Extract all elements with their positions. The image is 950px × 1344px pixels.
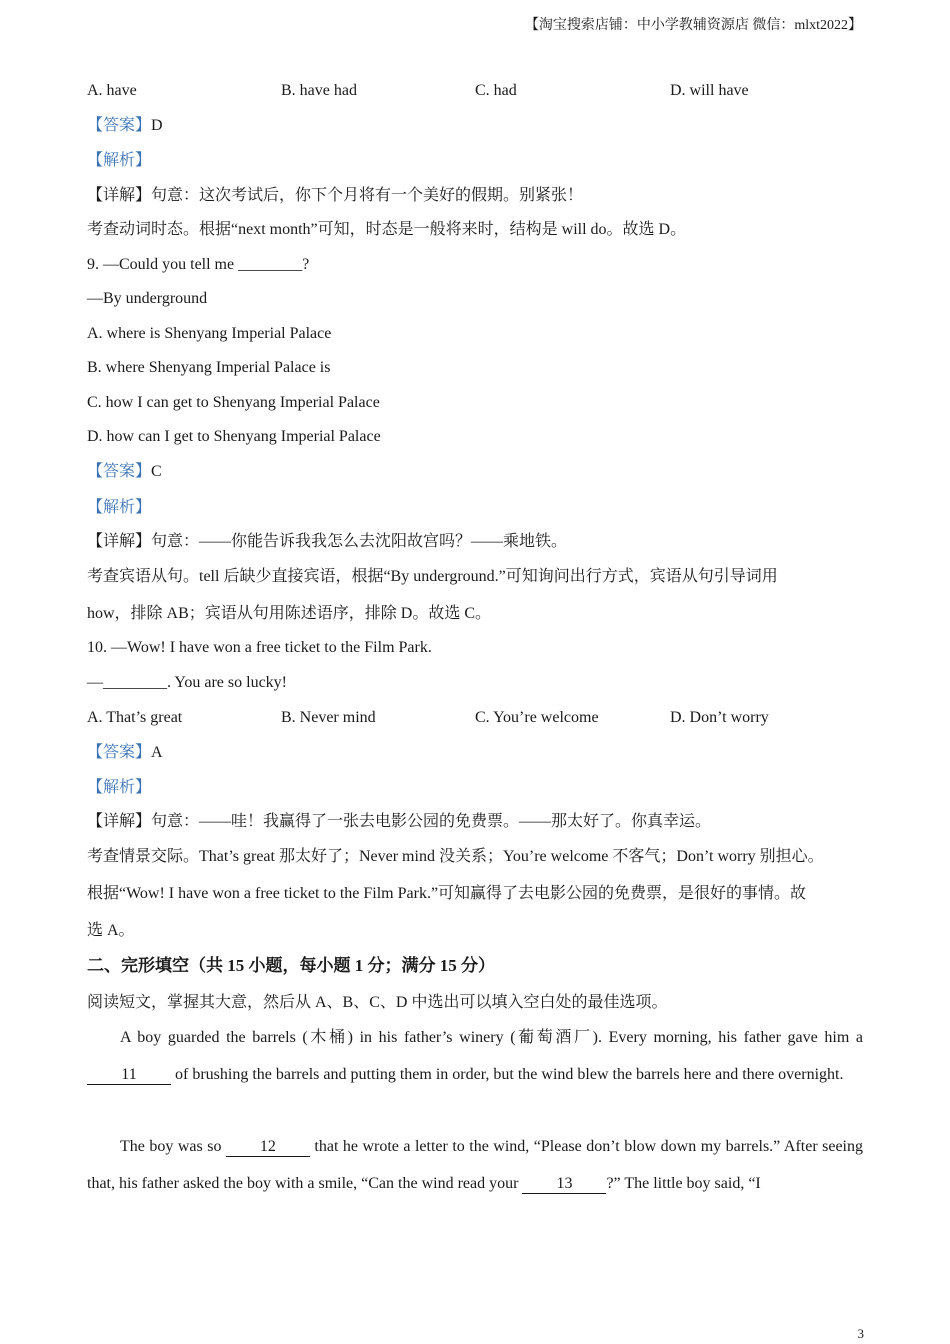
blank-12: 12 — [226, 1138, 310, 1157]
q10-analysis-tag: 【解析】 — [87, 779, 152, 796]
answer-tag: 【答案】 — [87, 744, 152, 761]
q9-analysis-tag: 【解析】 — [87, 499, 152, 516]
page-number: 3 — [857, 1326, 864, 1341]
paragraph-text: of brushing the barrels and putting them in order, but the wind blew the barrels here and there overnight. — [175, 1066, 844, 1083]
section-title: 二、完形填空（共 15 小题，每小题 1 分；满分 15 分） — [87, 956, 495, 975]
q10-detail — [87, 812, 711, 832]
answer-tag: 【答案】 — [87, 463, 152, 480]
paragraph-text: The boy was so — [120, 1138, 222, 1155]
q9-option-b: B. where Shenyang Imperial Palace is — [87, 359, 331, 376]
detail-text: 句意：这次考试后，你下个月将有一个美好的假期。别紧张！ — [151, 187, 584, 204]
paragraph-text: ?” The little boy said, “I — [606, 1175, 761, 1192]
answer-value: C — [151, 463, 162, 480]
q9-option-c: C. how I can get to Shenyang Imperial Palace — [87, 394, 380, 411]
q9-reply: —By underground — [87, 290, 208, 307]
detail-text: 句意：——你能告诉我我怎么去沈阳故宫吗？——乘地铁。 — [151, 533, 568, 550]
q10-option-b: B. Never mind — [281, 709, 376, 726]
answer-tag: 【答案】 — [87, 117, 152, 134]
q10-option-a: A. That’s great — [87, 709, 183, 726]
detail-tag: 【详解】 — [87, 533, 152, 550]
q9-explain-1: 考查宾语从句。tell 后缺少直接宾语，根据“By underground.”可知询问出行方式，宾语从句引导词用 — [87, 568, 778, 585]
header-note: 【淘宝搜索店铺：中小学教辅资源店 微信：mlxt2022】 — [524, 18, 862, 33]
q10-answer — [87, 743, 163, 763]
q8-option-b: B. have had — [281, 82, 357, 99]
q9-detail — [87, 532, 567, 552]
q10-stem: 10. —Wow! I have won a free ticket to the Film Park. — [87, 639, 432, 656]
q8-option-d: D. will have — [670, 82, 749, 99]
q10-explain-2: 根据“Wow! I have won a free ticket to the Film Park.”可知赢得了去电影公园的免费票，是很好的事情。故 — [87, 885, 807, 902]
cloze-paragraph-2 — [87, 1128, 863, 1202]
q10-option-d: D. Don’t worry — [670, 709, 769, 726]
blank-13: 13 — [522, 1175, 606, 1194]
detail-tag: 【详解】 — [87, 187, 152, 204]
q9-option-a: A. where is Shenyang Imperial Palace — [87, 325, 332, 342]
q10-reply: —________. You are so lucky! — [87, 674, 287, 691]
paragraph-text: A boy guarded the barrels (木桶) in his father’s winery (葡萄酒厂). Every morning, his father gave him a — [120, 1029, 863, 1046]
q10-explain-1: 考查情景交际。That’s great 那太好了；Never mind 没关系；You’re welcome 不客气；Don’t worry 别担心。 — [87, 848, 824, 865]
q9-stem: 9. —Could you tell me ________? — [87, 256, 310, 273]
section-instruction: 阅读短文，掌握其大意，然后从 A、B、C、D 中选出可以填入空白处的最佳选项。 — [87, 994, 668, 1011]
q8-answer — [87, 116, 163, 136]
detail-text: 句意：——哇！我赢得了一张去电影公园的免费票。——那太好了。你真幸运。 — [151, 813, 712, 830]
q10-option-c: C. You’re welcome — [475, 709, 599, 726]
answer-value: D — [151, 117, 163, 134]
blank-11: 11 — [87, 1066, 171, 1085]
q8-option-a: A. have — [87, 82, 137, 99]
detail-tag: 【详解】 — [87, 813, 152, 830]
q9-answer — [87, 462, 162, 482]
q9-explain-2: how，排除 AB；宾语从句用陈述语序，排除 D。故选 C。 — [87, 605, 492, 622]
q9-option-d: D. how can I get to Shenyang Imperial Palace — [87, 428, 381, 445]
answer-value: A — [151, 744, 163, 761]
q8-analysis-tag: 【解析】 — [87, 152, 152, 169]
cloze-paragraph-1 — [87, 1019, 863, 1093]
q10-explain-3: 选 A。 — [87, 922, 135, 939]
paragraph-text: that he wrote a letter to the wind, “Please don’t blow down my barrels.” After seeing that, his father asked the boy with a smile, “Can the wind read your — [87, 1138, 863, 1192]
q8-explain: 考查动词时态。根据“next month”可知，时态是一般将来时，结构是 will do。故选 D。 — [87, 221, 687, 238]
q8-detail — [87, 186, 583, 206]
q8-option-c: C. had — [475, 82, 517, 99]
